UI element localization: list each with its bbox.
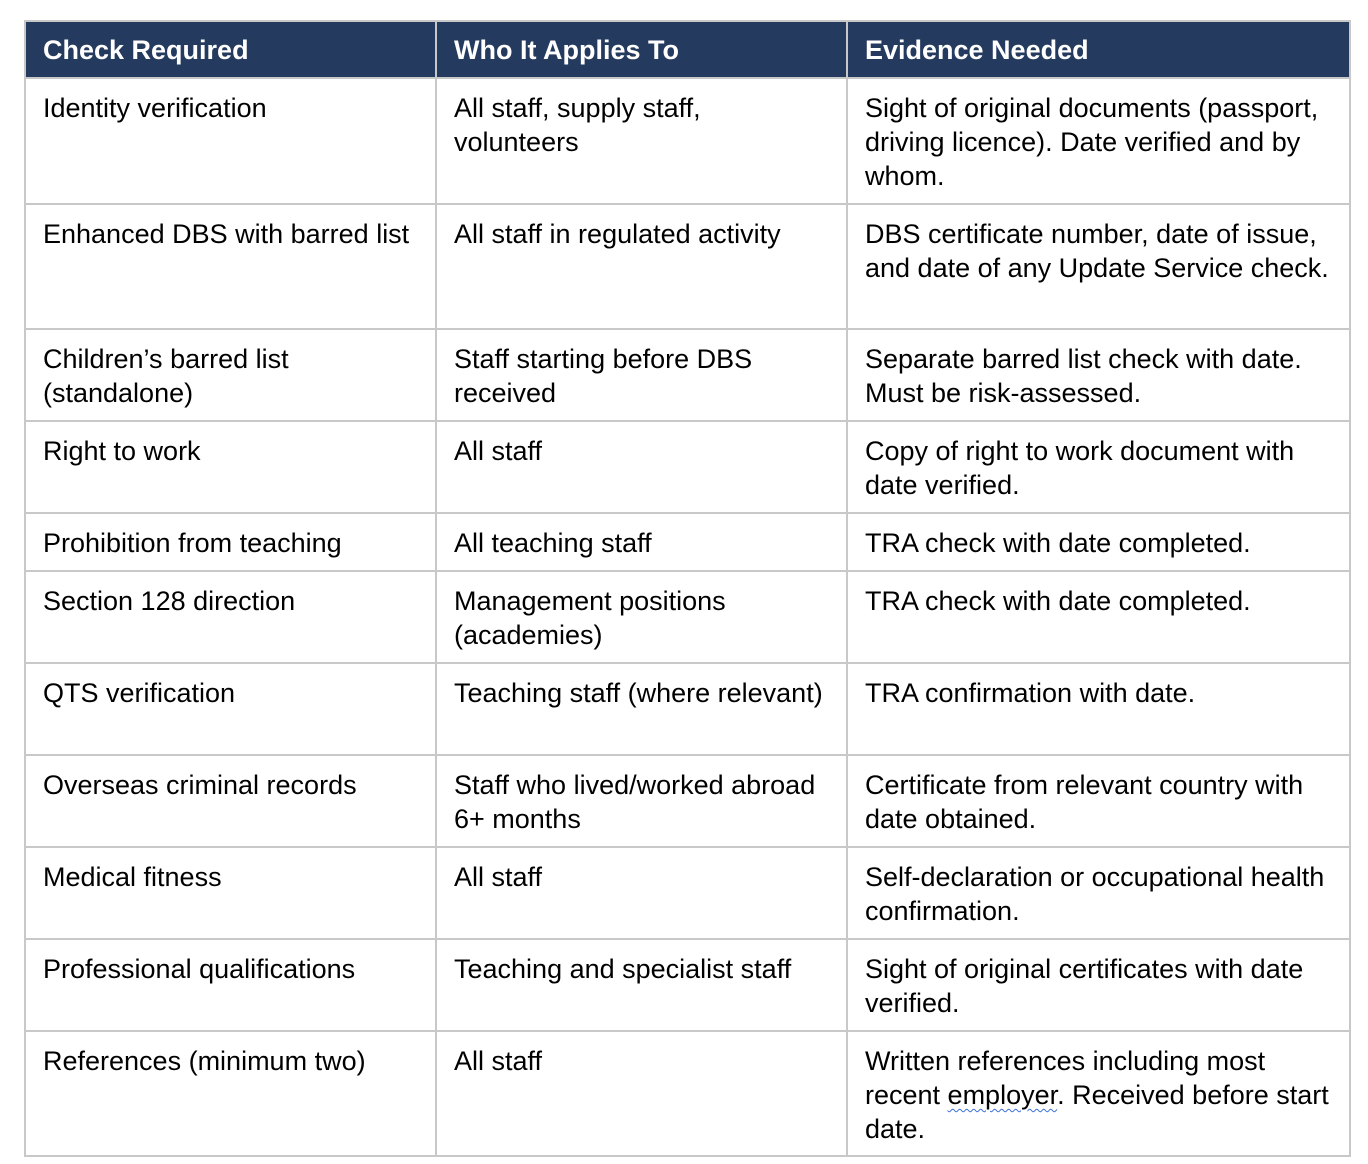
- check-cell[interactable]: Children’s barred list (standalone): [25, 329, 436, 421]
- applies-cell[interactable]: All teaching staff: [436, 513, 847, 571]
- table-row: [25, 421, 1350, 513]
- applies-cell[interactable]: Staff who lived/worked abroad 6+ months: [436, 755, 847, 847]
- applies-cell[interactable]: All staff in regulated activity: [436, 204, 847, 329]
- table-row: [25, 939, 1350, 1031]
- check-cell[interactable]: Identity verification: [25, 78, 436, 204]
- header-evidence-needed: Evidence Needed: [847, 21, 1350, 78]
- applies-cell[interactable]: All staff, supply staff, volunteers: [436, 78, 847, 204]
- table-row: [25, 78, 1350, 204]
- header-check-required: Check Required: [25, 21, 436, 78]
- check-cell[interactable]: Prohibition from teaching: [25, 513, 436, 571]
- check-cell[interactable]: QTS verification: [25, 663, 436, 755]
- evidence-cell[interactable]: [847, 1031, 1350, 1156]
- table-row: [25, 1031, 1350, 1156]
- applies-cell[interactable]: Teaching and specialist staff: [436, 939, 847, 1031]
- evidence-cell[interactable]: TRA check with date completed.: [847, 571, 1350, 663]
- safer-recruitment-checks-table-container: [24, 20, 1349, 1157]
- check-cell[interactable]: Professional qualifications: [25, 939, 436, 1031]
- table-header-row: [25, 21, 1350, 78]
- check-cell[interactable]: Section 128 direction: [25, 571, 436, 663]
- evidence-cell[interactable]: Copy of right to work document with date verified.: [847, 421, 1350, 513]
- check-cell[interactable]: References (minimum two): [25, 1031, 436, 1156]
- applies-cell[interactable]: Teaching staff (where relevant): [436, 663, 847, 755]
- table-row: [25, 329, 1350, 421]
- evidence-cell[interactable]: Sight of original certificates with date verified.: [847, 939, 1350, 1031]
- evidence-text-part: Written references including most recent: [865, 1046, 1266, 1110]
- table-row: [25, 204, 1350, 329]
- spellcheck-flagged-word[interactable]: employer: [947, 1080, 1058, 1110]
- safer-recruitment-checks-table: [24, 20, 1351, 1157]
- table-row: [25, 513, 1350, 571]
- check-cell[interactable]: Enhanced DBS with barred list: [25, 204, 436, 329]
- evidence-cell[interactable]: Self-declaration or occupational health confirmation.: [847, 847, 1350, 939]
- applies-cell[interactable]: Management positions (academies): [436, 571, 847, 663]
- table-row: [25, 571, 1350, 663]
- evidence-cell[interactable]: Separate barred list check with date. Must be risk-assessed.: [847, 329, 1350, 421]
- evidence-cell[interactable]: DBS certificate number, date of issue, and date of any Update Service check.: [847, 204, 1350, 329]
- header-who-it-applies-to: Who It Applies To: [436, 21, 847, 78]
- table-row: [25, 847, 1350, 939]
- applies-cell[interactable]: All staff: [436, 421, 847, 513]
- evidence-cell[interactable]: Sight of original documents (passport, driving licence). Date verified and by whom.: [847, 78, 1350, 204]
- applies-cell[interactable]: All staff: [436, 847, 847, 939]
- check-cell[interactable]: Overseas criminal records: [25, 755, 436, 847]
- evidence-cell[interactable]: TRA confirmation with date.: [847, 663, 1350, 755]
- applies-cell[interactable]: All staff: [436, 1031, 847, 1156]
- table-row: [25, 755, 1350, 847]
- check-cell[interactable]: Medical fitness: [25, 847, 436, 939]
- evidence-cell[interactable]: TRA check with date completed.: [847, 513, 1350, 571]
- evidence-cell[interactable]: Certificate from relevant country with date obtained.: [847, 755, 1350, 847]
- applies-cell[interactable]: Staff starting before DBS received: [436, 329, 847, 421]
- evidence-text-part: . Received before start date.: [865, 1080, 1329, 1144]
- table-row: [25, 663, 1350, 755]
- check-cell[interactable]: Right to work: [25, 421, 436, 513]
